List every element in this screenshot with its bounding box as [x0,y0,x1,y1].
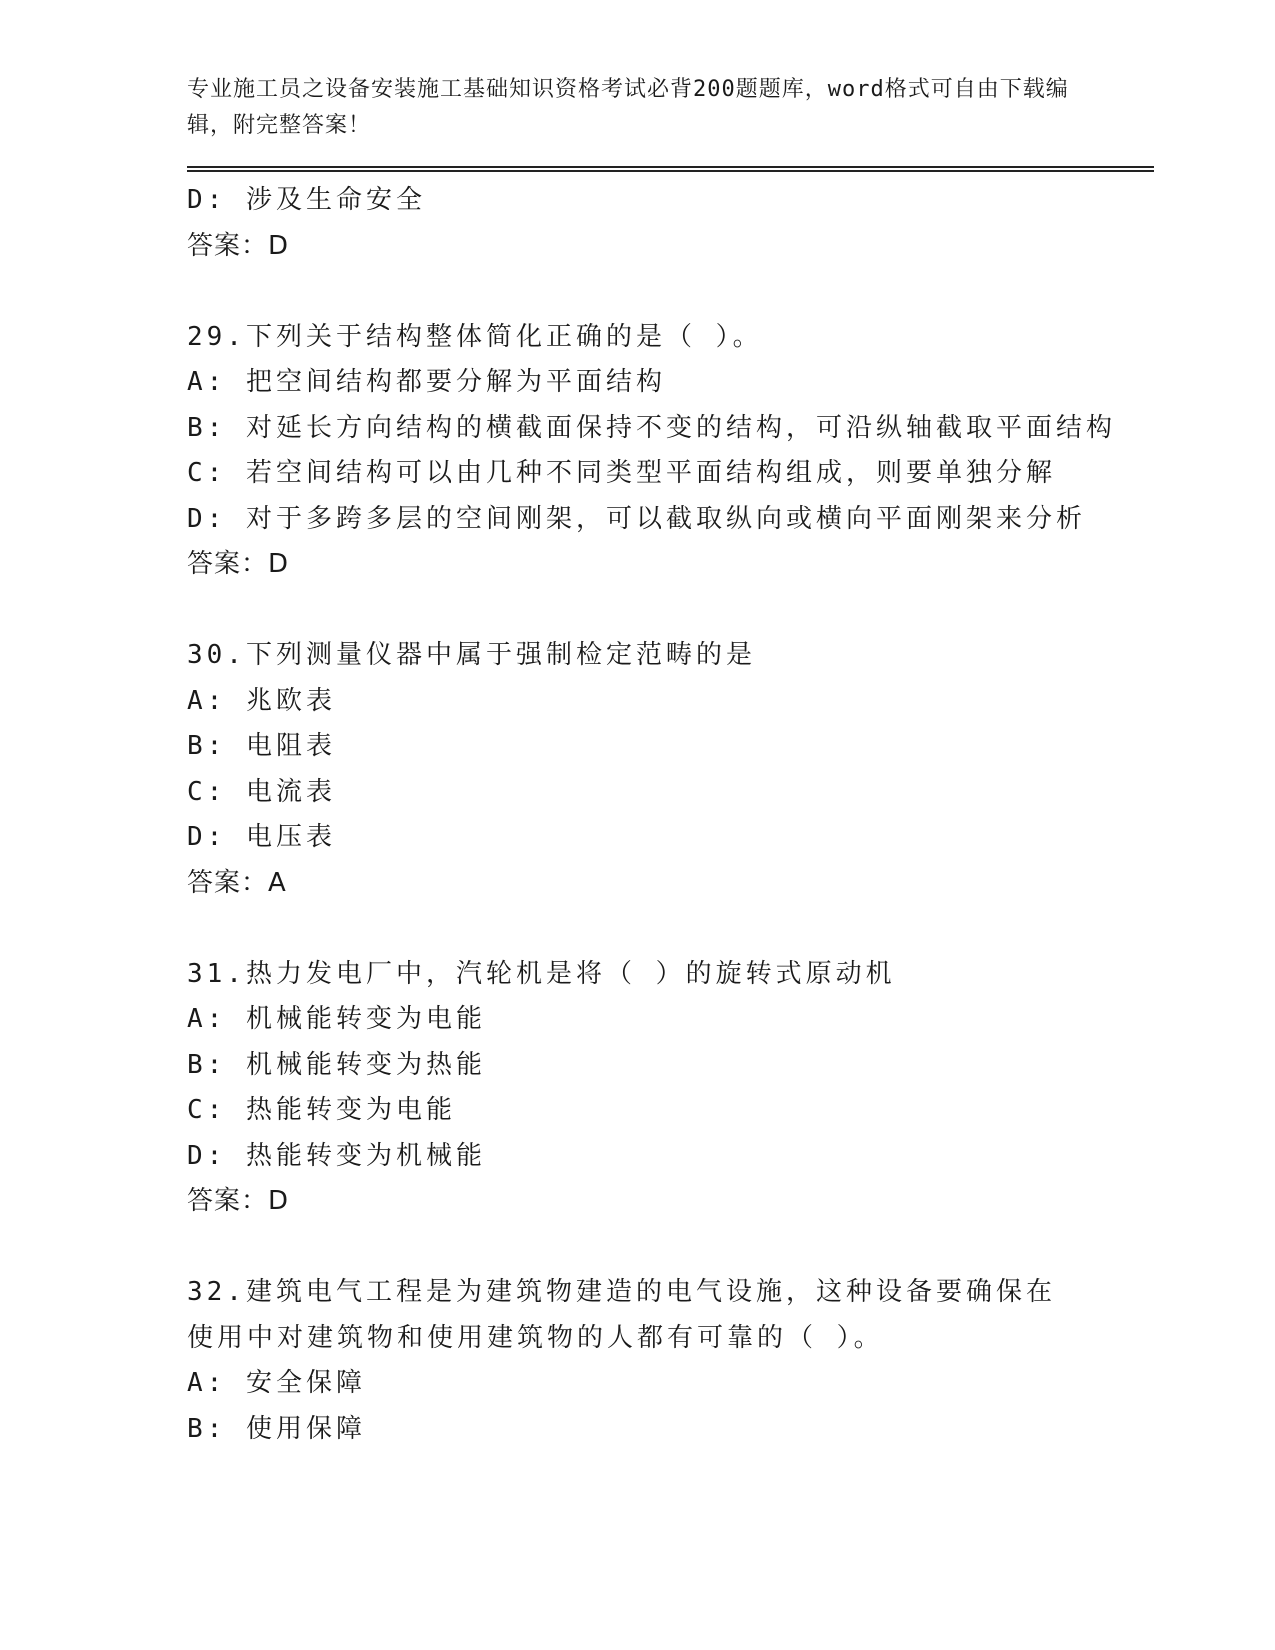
option-c: C: 电流表 [187,776,336,807]
option-d: D: 电压表 [187,822,336,852]
spacer [187,269,1147,315]
question-stem: 30.下列测量仪器中属于强制检定范畴的是 [187,640,756,670]
option-b: B: 使用保障 [187,1413,366,1444]
option-a: A: 安全保障 [187,1368,366,1398]
option-b: B: 对延长方向结构的横截面保持不变的结构，可沿纵轴截取平面结构 [187,412,1116,443]
option-a: A: 把空间结构都要分解为平面结构 [187,367,666,397]
option-c: C: 若空间结构可以由几种不同类型平面结构组成，则要单独分解 [187,458,1056,488]
answer-line: 答案：D [187,230,290,261]
question-stem: 31.热力发电厂中，汽轮机是将（ ）的旋转式原动机 [187,958,896,989]
option-a: A: 兆欧表 [187,685,336,716]
option-b: B: 电阻表 [187,731,336,761]
option-c: C: 热能转变为电能 [187,1095,456,1125]
document-header: 专业施工员之设备安装施工基础知识资格考试必背200题题库，word格式可自由下载编辑，附完整答案！ [187,77,1069,138]
option-d: D: 对于多跨多层的空间刚架，可以截取纵向或横向平面刚架来分析 [187,503,1086,534]
spacer [187,906,1147,952]
option-a: A: 机械能转变为电能 [187,1004,486,1034]
option-d: D: 涉及生命安全 [187,185,426,215]
question-stem: 32.建筑电气工程是为建筑物建造的电气设施，这种设备要确保在使用中对建筑物和使用建筑物的人都有可靠的（ ）。 [187,1277,1056,1353]
question-list [187,178,1147,1452]
document-page [187,72,1147,1452]
answer-line: 答案：D [187,1186,290,1216]
spacer [187,1225,1147,1271]
question-stem: 29.下列关于结构整体简化正确的是（ ）。 [187,321,763,352]
answer-line: 答案：D [187,549,290,579]
option-b: B: 机械能转变为热能 [187,1049,486,1080]
header-double-rule [187,166,1154,172]
answer-line: 答案：A [187,867,287,898]
spacer [187,588,1147,634]
option-d: D: 热能转变为机械能 [187,1140,486,1171]
